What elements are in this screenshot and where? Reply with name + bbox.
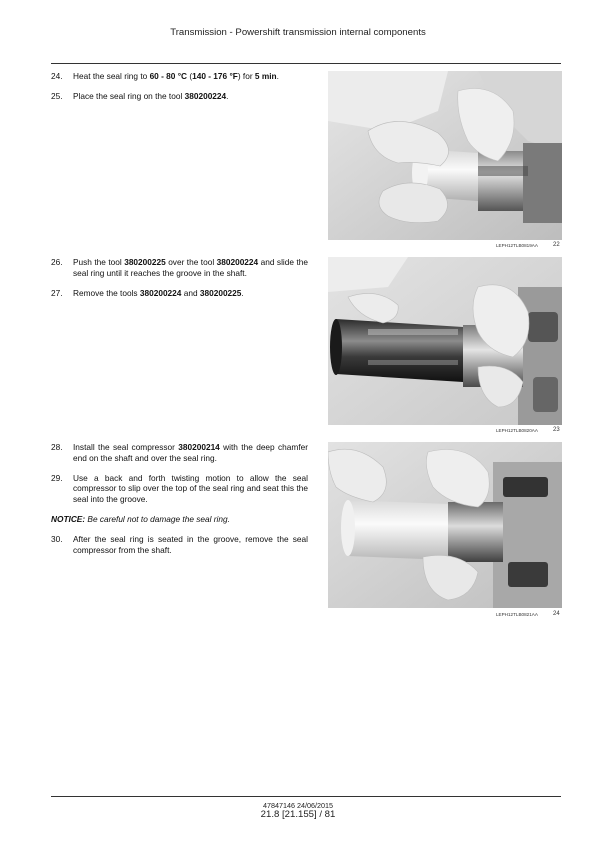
footer-divider — [51, 796, 561, 797]
step-24: 24. Heat the seal ring to 60 - 80 °C (140 - 176 °F) for 5 min. — [51, 71, 279, 81]
step-25: 25. Place the seal ring on the tool 380200224. — [51, 90, 229, 101]
step-28: 28. Install the seal compressor 380200214 with the deep chamfer end on the shaft and over the seal ring. — [51, 442, 308, 463]
step-number: 27. — [51, 287, 63, 298]
step-number: 26. — [51, 257, 63, 267]
figure-24-code: LEPH12TLB0821AA — [496, 612, 538, 617]
notice-label: NOTICE: — [51, 513, 86, 524]
step-29: 29. Use a back and forth twisting motion to allow the seal compressor to slip over the top of the seal ring and seat this the seal into the groove. — [51, 472, 308, 505]
figure-23-code: LEPH12TLB0820AA — [496, 428, 538, 433]
step-number: 24. — [51, 71, 63, 81]
steps-group-3 — [51, 442, 308, 564]
notice — [51, 514, 308, 525]
step-number: 25. — [51, 90, 63, 101]
header-divider — [51, 63, 561, 64]
footer-doc-reference: 47847146 24/06/2015 — [263, 801, 333, 810]
figure-23-number: 23 — [553, 427, 560, 433]
steps-group-1 — [51, 71, 308, 111]
page-header-title: Transmission - Powershift transmission internal components — [170, 27, 426, 38]
figure-24-number: 24 — [553, 611, 560, 617]
step-number: 30. — [51, 533, 63, 544]
steps-group-2 — [51, 257, 308, 307]
figure-24-photo — [328, 442, 562, 608]
figure-23-photo — [328, 257, 562, 425]
notice-text: Be careful not to damage the seal ring. — [85, 513, 230, 524]
figure-22-code: LEPH12TLB0819AA — [496, 243, 538, 248]
step-26: 26. Push the tool 380200225 over the tool 380200224 and slide the seal ring until it reaches the groove in the shaft. — [51, 257, 308, 278]
figure-22-number: 22 — [553, 242, 560, 248]
step-30: 30. After the seal ring is seated in the groove, remove the seal compressor from the shaft. — [51, 533, 308, 555]
step-number: 29. — [51, 472, 63, 483]
footer-page-number: 21.8 [21.155] / 81 — [260, 809, 336, 820]
figure-22-photo — [328, 71, 562, 240]
step-number: 28. — [51, 442, 63, 452]
step-27: 27. Remove the tools 380200224 and 380200225. — [51, 287, 244, 298]
